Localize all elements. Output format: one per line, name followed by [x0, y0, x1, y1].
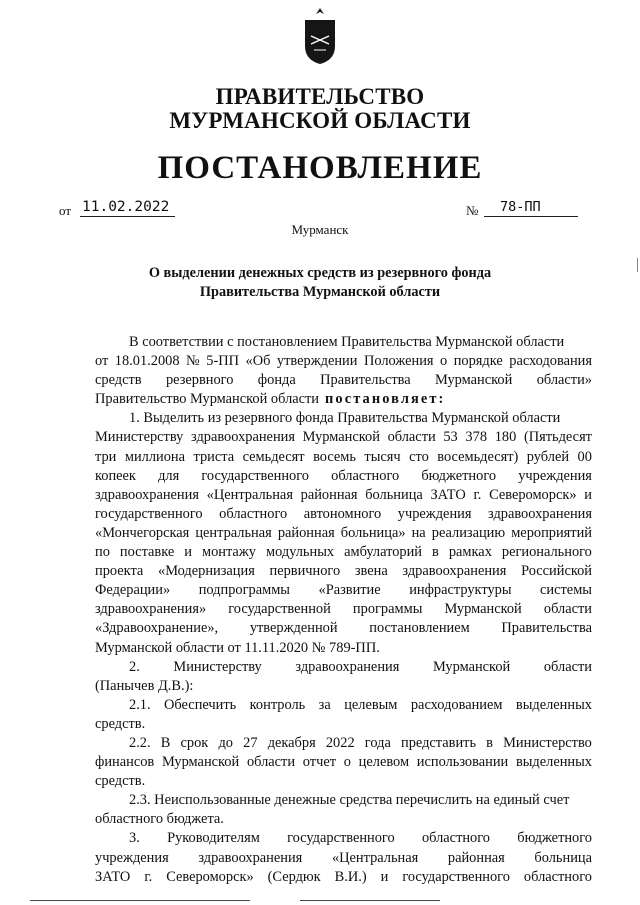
subject-line2: Правительства Мурманской области	[199, 284, 441, 300]
subject-line1: О выделении денежных средств из резервного фонда	[148, 265, 492, 281]
body-line: ЗАТО г. Североморск» (Сердюк В.И.) и государственного областного	[95, 868, 592, 885]
org-name-line2: МУРМАНСКОЙ ОБЛАСТИ	[169, 108, 471, 133]
body-line: по поставке и монтажу модульных амбулаторий в рамках регионального	[95, 544, 592, 561]
body-line: от 18.01.2008 № 5-ПП «Об утверждении Положения о порядке расходования	[95, 353, 592, 370]
body-line: здравоохранения» государственной программы Мурманской области	[95, 601, 592, 618]
document-date: 11.02.2022	[80, 199, 175, 217]
body-line: 2.2. В срок до 27 декабря 2022 года представить в Министерство	[129, 734, 592, 751]
body-line: В соответствии с постановлением Правительства Мурманской области	[129, 334, 565, 350]
body-line: (Панычев Д.В.):	[95, 677, 194, 694]
body-line: средств.	[95, 773, 146, 790]
document-body	[95, 333, 592, 887]
document-type: ПОСТАНОВЛЕНИЕ	[157, 150, 483, 186]
body-line: средств резервного фонда Правительства Мурманской области»	[95, 372, 592, 389]
city: Мурманск	[291, 222, 349, 237]
decree-word: постановляет:	[325, 391, 446, 408]
document-number: 78-ПП	[484, 199, 578, 217]
body-line: «Мончегорская центральная районная больница» на реализацию мероприятий	[95, 524, 592, 541]
org-name-line1: ПРАВИТЕЛЬСТВО	[215, 84, 425, 109]
coat-of-arms-icon	[302, 6, 338, 66]
date-prefix: от	[59, 203, 72, 218]
body-line: средств.	[95, 715, 146, 732]
body-line: 2.1. Обеспечить контроль за целевым расходованием выделенных	[129, 696, 592, 713]
footer-rule-left	[30, 900, 250, 901]
body-line: областного бюджета.	[95, 811, 224, 828]
body-line: государственного областного автономного учреждения здравоохранения	[95, 505, 592, 522]
body-line: копеек для государственного областного бюджетного учреждения	[95, 467, 592, 484]
margin-mark	[637, 258, 638, 272]
body-line: финансов Мурманской области отчет о целевом использовании выделенных	[95, 754, 592, 771]
footer-rule-right	[300, 900, 440, 901]
body-line: здравоохранения «Центральная районная больница ЗАТО г. Североморск» и	[95, 486, 592, 503]
body-line: Министерству здравоохранения Мурманской области 53 378 180 (Пятьдесят	[95, 429, 592, 446]
body-line: Мурманской области от 11.11.2020 № 789-ПП.	[95, 639, 380, 656]
body-line: 2.3. Неиспользованные денежные средства перечислить на единый счет	[129, 792, 570, 809]
body-line: 1. Выделить из резервного фонда Правительства Мурманской области	[129, 410, 561, 427]
body-line: проекта «Модернизация первичного звена здравоохранения Российской	[95, 563, 592, 580]
body-line: Федерации» подпрограммы «Развитие инфраструктуры системы	[95, 582, 592, 599]
body-line: Правительство Мурманской области постановляет:	[95, 390, 592, 409]
body-line: учреждения здравоохранения «Центральная районная больница	[95, 849, 592, 866]
number-sign: №	[466, 203, 479, 218]
body-line: три миллиона триста семьдесят восемь тысяч сто восемьдесят) рублей 00	[95, 448, 592, 465]
body-line: «Здравоохранение», утвержденной постановлением Правительства	[95, 620, 592, 637]
body-line: 3. Руководителям государственного областного бюджетного	[129, 830, 592, 847]
body-line: 2. Министерству здравоохранения Мурманской области	[129, 658, 592, 675]
